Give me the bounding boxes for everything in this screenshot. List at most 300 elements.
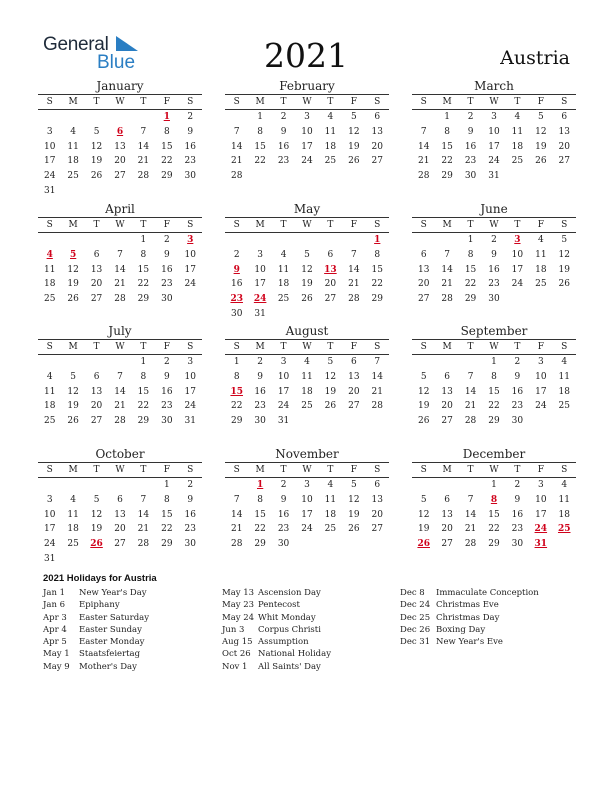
day-cell: 9 <box>163 249 170 260</box>
week-row <box>225 493 389 508</box>
day-cell: 27 <box>558 156 570 167</box>
day-cell: 2 <box>467 112 474 122</box>
day-cell: 22 <box>464 279 477 290</box>
weekday-label: M <box>442 220 452 230</box>
day-cell: 30 <box>254 416 266 427</box>
weekday-label: F <box>537 342 544 352</box>
day-cell: 8 <box>163 126 170 137</box>
weekday-label: F <box>163 97 170 107</box>
holiday-item <box>222 636 397 648</box>
weekday-label: W <box>302 465 312 475</box>
holiday-list-title: 2021 Holidays for Austria <box>43 573 157 584</box>
empty-day-cell <box>529 169 552 184</box>
weekday-label: T <box>327 465 334 475</box>
empty-day-cell <box>108 110 131 125</box>
day-cell: 23 <box>511 401 524 412</box>
holiday-item <box>43 648 218 660</box>
holiday-item <box>222 612 397 624</box>
day-cell: 14 <box>348 264 360 275</box>
holiday-name: Staatsfeiertag <box>79 649 141 660</box>
calendar-year: 2021 <box>264 36 348 75</box>
weekday-label: S <box>420 342 427 352</box>
day-cell: 10 <box>43 141 56 152</box>
weekday-label: S <box>420 220 427 230</box>
day-cell: 24 <box>535 401 547 412</box>
day-cell: 31 <box>43 185 56 196</box>
empty-day-cell <box>132 552 155 567</box>
country-name: Austria <box>500 47 570 69</box>
empty-day-cell <box>85 552 108 567</box>
day-cell: 1 <box>444 112 450 122</box>
day-cell: 20 <box>90 401 103 412</box>
day-cell: 25 <box>511 156 524 167</box>
day-cell: 9 <box>163 371 170 382</box>
empty-day-cell <box>108 478 131 493</box>
day-cell: 6 <box>444 371 450 382</box>
day-cell: 21 <box>464 401 477 412</box>
holiday-name: Christmas Eve <box>436 600 499 611</box>
day-cell: 22 <box>371 279 383 290</box>
day-cell: 4 <box>561 357 568 367</box>
day-cell: 26 <box>67 416 79 427</box>
holiday-column <box>222 587 397 673</box>
day-cell: 17 <box>277 386 290 397</box>
week-row <box>38 233 202 248</box>
day-cell: 8 <box>374 249 381 260</box>
day-cell: 12 <box>301 264 313 275</box>
day-cell: 25 <box>324 524 337 535</box>
day-cell: 6 <box>327 249 334 260</box>
empty-day-cell <box>295 414 318 429</box>
day-cell: 19 <box>348 141 360 152</box>
weekday-label: T <box>467 465 474 475</box>
week-row <box>225 478 389 493</box>
weekday-label: F <box>537 220 544 230</box>
weekday-label: F <box>163 342 170 352</box>
week-row <box>412 537 576 552</box>
month-name: February <box>225 78 389 95</box>
empty-day-cell <box>295 233 318 248</box>
week-row <box>412 478 576 493</box>
holiday-item <box>400 636 575 648</box>
day-cell: 20 <box>324 279 337 290</box>
holiday-item <box>43 624 218 636</box>
day-cell: 5 <box>420 371 427 382</box>
holiday-day-cell: 5 <box>70 249 77 260</box>
day-cell: 29 <box>441 171 453 182</box>
week-row <box>225 522 389 537</box>
day-cell: 31 <box>184 416 196 427</box>
weekday-label: W <box>302 220 312 230</box>
month-name: August <box>225 323 389 340</box>
empty-day-cell <box>85 233 108 248</box>
day-cell: 20 <box>558 141 570 152</box>
weekday-label: S <box>374 342 381 352</box>
day-cell: 26 <box>348 156 360 167</box>
day-cell: 16 <box>277 509 290 520</box>
weekday-label: S <box>561 342 568 352</box>
month-name: October <box>38 446 202 463</box>
weekday-label: F <box>350 465 357 475</box>
holiday-name: Assumption <box>258 637 309 648</box>
week-row <box>225 169 389 184</box>
day-cell: 9 <box>491 249 497 260</box>
week-row <box>412 233 576 248</box>
holiday-item <box>400 612 575 624</box>
week-row <box>225 110 389 125</box>
day-cell: 28 <box>230 171 243 182</box>
day-cell: 19 <box>301 279 313 290</box>
day-cell: 13 <box>90 264 103 275</box>
day-cell: 15 <box>254 141 266 152</box>
empty-day-cell <box>319 537 342 552</box>
day-cell: 29 <box>488 416 500 427</box>
holiday-day-cell: 13 <box>324 264 337 275</box>
day-cell: 7 <box>444 249 450 260</box>
weekday-label: F <box>163 465 170 475</box>
day-cell: 12 <box>558 249 570 260</box>
holiday-name: Easter Saturday <box>79 612 150 623</box>
empty-day-cell <box>272 233 295 248</box>
month-september <box>412 323 576 429</box>
day-cell: 4 <box>70 494 76 505</box>
week-row <box>412 154 576 169</box>
day-cell: 1 <box>467 235 474 245</box>
day-cell: 6 <box>561 112 568 122</box>
day-cell: 8 <box>257 126 263 137</box>
day-cell: 16 <box>184 509 196 520</box>
weekday-label: F <box>350 342 357 352</box>
week-row <box>38 184 202 199</box>
day-cell: 1 <box>140 235 147 245</box>
day-cell: 20 <box>114 524 126 535</box>
day-cell: 21 <box>417 156 430 167</box>
day-cell: 8 <box>233 371 240 382</box>
day-cell: 27 <box>348 401 360 412</box>
holiday-item <box>222 624 397 636</box>
day-cell: 7 <box>233 494 240 505</box>
day-cell: 23 <box>254 401 266 412</box>
day-cell: 28 <box>114 416 126 427</box>
holiday-day-cell: 24 <box>253 294 267 305</box>
day-cell: 14 <box>441 264 453 275</box>
day-cell: 12 <box>417 386 430 397</box>
holiday-day-cell: 23 <box>230 294 243 305</box>
day-cell: 22 <box>161 156 173 167</box>
holiday-name: All Saints' Day <box>258 661 321 672</box>
week-row <box>38 154 202 169</box>
day-cell: 30 <box>511 539 524 550</box>
empty-day-cell <box>132 478 155 493</box>
day-cell: 2 <box>233 249 240 260</box>
day-cell: 6 <box>374 112 381 122</box>
day-cell: 8 <box>444 126 450 137</box>
day-cell: 12 <box>535 126 547 137</box>
day-cell: 13 <box>90 386 103 397</box>
day-cell: 21 <box>348 279 360 290</box>
day-cell: 10 <box>488 126 500 137</box>
empty-day-cell <box>85 478 108 493</box>
week-row <box>225 508 389 523</box>
day-cell: 23 <box>277 156 290 167</box>
day-cell: 24 <box>43 539 56 550</box>
day-cell: 9 <box>257 371 263 382</box>
day-cell: 24 <box>301 524 313 535</box>
day-cell: 14 <box>137 509 150 520</box>
day-cell: 14 <box>230 141 243 152</box>
day-cell: 21 <box>137 156 150 167</box>
weekday-label: T <box>93 97 100 107</box>
holiday-name: Pentecost <box>258 600 300 611</box>
day-cell: 13 <box>371 494 383 505</box>
day-cell: 26 <box>324 401 337 412</box>
day-cell: 9 <box>467 126 474 137</box>
empty-day-cell <box>366 307 389 322</box>
day-cell: 11 <box>301 371 313 382</box>
holiday-item <box>43 599 218 611</box>
day-cell: 12 <box>348 126 360 137</box>
day-cell: 26 <box>348 524 360 535</box>
day-cell: 25 <box>67 539 79 550</box>
day-cell: 11 <box>535 249 547 260</box>
day-cell: 3 <box>537 480 544 490</box>
holiday-day-cell: 26 <box>417 539 430 550</box>
empty-day-cell <box>295 537 318 552</box>
day-cell: 22 <box>161 524 173 535</box>
empty-day-cell <box>155 552 178 567</box>
holiday-name: New Year's Day <box>79 588 147 598</box>
month-october <box>38 446 202 567</box>
day-cell: 11 <box>324 126 337 137</box>
weekday-label: W <box>302 342 312 352</box>
day-cell: 6 <box>350 357 357 367</box>
day-cell: 2 <box>257 357 263 367</box>
empty-day-cell <box>459 355 482 370</box>
weekday-label: M <box>68 97 78 107</box>
day-cell: 15 <box>137 386 150 397</box>
day-cell: 27 <box>441 539 453 550</box>
weekday-label: T <box>280 220 287 230</box>
day-cell: 27 <box>90 294 103 305</box>
weekday-label: M <box>255 97 265 107</box>
day-cell: 13 <box>371 126 383 137</box>
day-cell: 16 <box>511 386 524 397</box>
day-cell: 30 <box>184 171 196 182</box>
month-name: May <box>225 201 389 218</box>
day-cell: 18 <box>43 279 56 290</box>
weekday-label: S <box>46 220 53 230</box>
weekday-label: W <box>115 465 125 475</box>
empty-day-cell <box>155 184 178 199</box>
day-cell: 23 <box>184 156 196 167</box>
day-cell: 15 <box>464 264 477 275</box>
day-cell: 12 <box>90 141 103 152</box>
day-cell: 5 <box>93 126 100 137</box>
day-cell: 25 <box>43 416 56 427</box>
day-cell: 11 <box>43 386 56 397</box>
day-cell: 9 <box>514 371 521 382</box>
day-cell: 26 <box>417 416 430 427</box>
day-cell: 17 <box>511 264 524 275</box>
weekday-label: S <box>374 220 381 230</box>
day-cell: 20 <box>441 401 453 412</box>
day-cell: 22 <box>488 524 500 535</box>
day-cell: 25 <box>535 279 547 290</box>
month-july <box>38 323 202 429</box>
holiday-item <box>43 587 218 599</box>
weekday-label: M <box>255 220 265 230</box>
day-cell: 16 <box>230 279 243 290</box>
day-cell: 11 <box>324 494 337 505</box>
day-cell: 18 <box>277 279 290 290</box>
day-cell: 30 <box>277 539 290 550</box>
week-row <box>38 292 202 307</box>
day-cell: 4 <box>327 112 334 122</box>
holiday-date: Oct 26 <box>222 649 251 660</box>
weekday-label: T <box>514 465 521 475</box>
empty-day-cell <box>435 233 458 248</box>
day-cell: 27 <box>114 539 126 550</box>
day-cell: 19 <box>90 524 103 535</box>
day-cell: 7 <box>420 126 427 137</box>
day-cell: 22 <box>137 401 150 412</box>
weekday-label: T <box>514 220 521 230</box>
weekday-label: M <box>68 465 78 475</box>
empty-day-cell <box>295 169 318 184</box>
day-cell: 6 <box>444 494 450 505</box>
week-row <box>412 110 576 125</box>
day-cell: 2 <box>187 112 194 122</box>
day-cell: 19 <box>417 524 430 535</box>
holiday-date: Jan 1 <box>43 588 66 598</box>
month-name: January <box>38 78 202 95</box>
day-cell: 31 <box>43 553 56 564</box>
day-cell: 14 <box>464 386 477 397</box>
day-cell: 22 <box>488 401 500 412</box>
day-cell: 11 <box>43 264 56 275</box>
week-row <box>412 522 576 537</box>
day-cell: 11 <box>67 509 79 520</box>
day-cell: 20 <box>417 279 430 290</box>
day-cell: 4 <box>561 480 568 490</box>
month-name: November <box>225 446 389 463</box>
week-row <box>38 125 202 140</box>
weekday-header <box>412 340 576 355</box>
day-cell: 31 <box>277 416 290 427</box>
day-cell: 8 <box>467 249 474 260</box>
weekday-label: W <box>489 342 499 352</box>
day-cell: 23 <box>161 279 173 290</box>
day-cell: 15 <box>371 264 383 275</box>
empty-day-cell <box>61 478 84 493</box>
week-row <box>412 493 576 508</box>
day-cell: 10 <box>511 249 524 260</box>
day-cell: 2 <box>163 357 170 367</box>
day-cell: 6 <box>420 249 427 260</box>
holiday-day-cell: 25 <box>557 524 571 535</box>
day-cell: 28 <box>371 401 383 412</box>
month-february <box>225 78 389 184</box>
day-cell: 17 <box>488 141 500 152</box>
day-cell: 27 <box>90 416 103 427</box>
empty-day-cell <box>61 184 84 199</box>
month-may <box>225 201 389 322</box>
day-cell: 18 <box>67 524 79 535</box>
weekday-label: T <box>280 97 287 107</box>
holiday-name: Easter Sunday <box>79 624 142 635</box>
day-cell: 29 <box>230 416 243 427</box>
weekday-label: F <box>163 220 170 230</box>
day-cell: 6 <box>374 480 381 490</box>
empty-day-cell <box>225 233 248 248</box>
weekday-label: T <box>327 220 334 230</box>
day-cell: 19 <box>67 279 79 290</box>
day-cell: 16 <box>464 141 477 152</box>
day-cell: 27 <box>371 156 383 167</box>
day-cell: 13 <box>441 386 453 397</box>
day-cell: 30 <box>161 294 173 305</box>
day-cell: 19 <box>90 156 103 167</box>
week-row <box>225 307 389 322</box>
weekday-header <box>225 218 389 233</box>
day-cell: 5 <box>561 235 568 245</box>
holiday-date: Jan 6 <box>43 600 66 611</box>
weekday-label: M <box>255 465 265 475</box>
day-cell: 2 <box>514 357 521 367</box>
weekday-label: T <box>140 342 147 352</box>
weekday-label: T <box>514 342 521 352</box>
day-cell: 29 <box>137 294 150 305</box>
empty-day-cell <box>435 355 458 370</box>
day-cell: 10 <box>535 371 547 382</box>
weekday-label: F <box>350 97 357 107</box>
day-cell: 16 <box>277 141 290 152</box>
day-cell: 8 <box>140 371 147 382</box>
holiday-item <box>43 661 218 673</box>
holiday-date: Dec 25 <box>400 612 431 623</box>
empty-day-cell <box>342 537 365 552</box>
month-january <box>38 78 202 199</box>
week-row <box>38 522 202 537</box>
day-cell: 3 <box>46 494 53 505</box>
day-cell: 15 <box>441 141 453 152</box>
holiday-name: Corpus Christi <box>258 624 321 635</box>
day-cell: 11 <box>277 264 290 275</box>
day-cell: 8 <box>491 371 497 382</box>
day-cell: 18 <box>324 509 337 520</box>
day-cell: 19 <box>558 264 570 275</box>
holiday-date: Apr 4 <box>43 624 67 635</box>
day-cell: 7 <box>350 249 357 260</box>
day-cell: 28 <box>441 294 453 305</box>
day-cell: 10 <box>301 494 313 505</box>
day-cell: 1 <box>491 357 497 367</box>
day-cell: 3 <box>537 357 544 367</box>
day-cell: 22 <box>441 156 453 167</box>
holiday-name: Ascension Day <box>258 588 321 598</box>
day-cell: 20 <box>114 156 126 167</box>
day-cell: 10 <box>184 371 196 382</box>
weekday-label: T <box>93 220 100 230</box>
day-cell: 3 <box>491 112 497 122</box>
empty-day-cell <box>272 307 295 322</box>
week-row <box>38 508 202 523</box>
day-cell: 8 <box>163 494 170 505</box>
day-cell: 28 <box>114 294 126 305</box>
day-cell: 4 <box>304 357 310 367</box>
holiday-item <box>222 661 397 673</box>
holiday-date: Dec 31 <box>400 637 431 648</box>
